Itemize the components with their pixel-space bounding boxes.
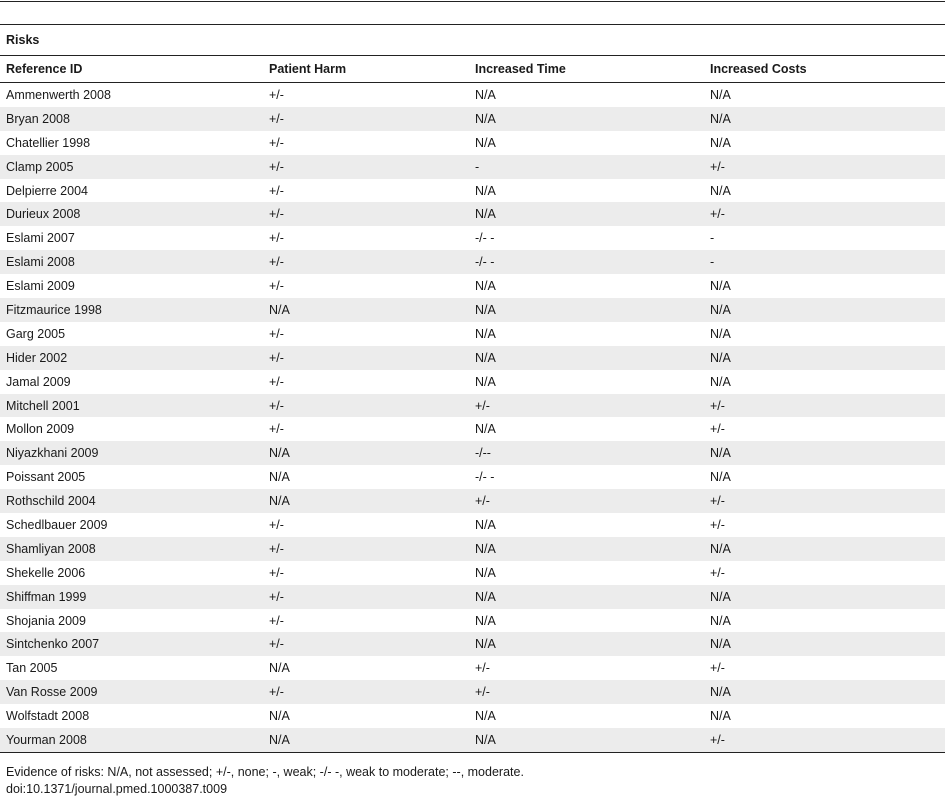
cell-reference-id: Poissant 2005 (6, 470, 86, 485)
table-row (0, 346, 945, 370)
table-row (0, 274, 945, 298)
cell-increased-costs: N/A (704, 441, 945, 465)
cell-increased-costs: N/A (710, 279, 731, 294)
cell-patient-harm: +/- (263, 155, 469, 179)
cell-reference-id: Van Rosse 2009 (0, 680, 263, 704)
cell-patient-harm: +/- (269, 517, 284, 532)
cell-reference-id: Shiffman 1999 (0, 585, 263, 609)
table-row (0, 226, 945, 250)
cell-increased-time: N/A (475, 87, 496, 102)
cell-increased-costs: +/- (704, 489, 945, 513)
table-row (0, 465, 945, 489)
table-row (0, 680, 945, 704)
cell-increased-time: N/A (475, 517, 496, 532)
cell-reference-id: Yourman 2008 (0, 728, 263, 752)
cell-increased-time: -/- - (475, 470, 495, 485)
cell-increased-costs: +/- (710, 565, 725, 580)
cell-increased-time: +/- (469, 489, 704, 513)
cell-reference-id: Eslami 2007 (6, 231, 75, 246)
cell-increased-costs: N/A (704, 585, 945, 609)
cell-patient-harm: +/- (269, 231, 284, 246)
table-footnote (0, 764, 945, 798)
table-row (0, 704, 945, 728)
cell-increased-costs: N/A (704, 346, 945, 370)
cell-increased-costs: +/- (704, 202, 945, 226)
table-row (0, 394, 945, 418)
cell-increased-costs: N/A (710, 135, 731, 150)
cell-reference-id: Rothschild 2004 (0, 489, 263, 513)
cell-patient-harm: +/- (269, 183, 284, 198)
cell-reference-id: Hider 2002 (0, 346, 263, 370)
cell-reference-id: Tan 2005 (6, 661, 58, 676)
cell-patient-harm: +/- (263, 680, 469, 704)
cell-increased-time: N/A (469, 202, 704, 226)
table-header-row (0, 56, 945, 83)
cell-patient-harm: +/- (269, 374, 284, 389)
section-title: Risks (0, 25, 945, 56)
cell-increased-time: N/A (469, 632, 704, 656)
cell-increased-time: N/A (469, 107, 704, 131)
cell-increased-time: N/A (475, 613, 496, 628)
cell-patient-harm: +/- (263, 585, 469, 609)
column-header-patient-harm: Patient Harm (263, 56, 469, 83)
cell-reference-id: Shekelle 2006 (6, 565, 86, 580)
cell-patient-harm: +/- (269, 135, 284, 150)
cell-increased-costs: - (704, 250, 945, 274)
cell-patient-harm: N/A (269, 661, 290, 676)
table-row (0, 609, 945, 633)
table-row (0, 537, 945, 561)
cell-patient-harm: N/A (269, 470, 290, 485)
cell-patient-harm: N/A (263, 441, 469, 465)
cell-increased-costs: N/A (710, 374, 731, 389)
cell-reference-id: Jamal 2009 (6, 374, 71, 389)
cell-reference-id: Mitchell 2001 (0, 394, 263, 418)
table-row (0, 489, 945, 513)
table-spacer (0, 2, 945, 24)
table-row (0, 179, 945, 203)
table-row (0, 155, 945, 179)
cell-reference-id: Wolfstadt 2008 (6, 709, 90, 724)
cell-patient-harm: N/A (263, 298, 469, 322)
cell-reference-id: Schedlbauer 2009 (6, 517, 108, 532)
cell-reference-id: Delpierre 2004 (6, 183, 88, 198)
cell-reference-id: Bryan 2008 (0, 107, 263, 131)
cell-increased-time: N/A (469, 728, 704, 752)
cell-patient-harm: +/- (269, 87, 284, 102)
cell-increased-costs: N/A (704, 107, 945, 131)
table-row (0, 83, 945, 107)
cell-reference-id: Clamp 2005 (0, 155, 263, 179)
cell-patient-harm: +/- (263, 202, 469, 226)
cell-patient-harm: +/- (263, 346, 469, 370)
table-row (0, 250, 945, 274)
cell-increased-costs: N/A (710, 87, 731, 102)
footnote-doi: doi:10.1371/journal.pmed.1000387.t009 (6, 781, 228, 796)
table-row (0, 322, 945, 346)
cell-reference-id: Chatellier 1998 (6, 135, 91, 150)
cell-increased-time: -/-- (469, 441, 704, 465)
cell-reference-id: Sintchenko 2007 (0, 632, 263, 656)
cell-reference-id: Ammenwerth 2008 (6, 87, 111, 102)
risks-table (0, 56, 945, 753)
cell-increased-time: N/A (469, 298, 704, 322)
table-row (0, 131, 945, 155)
cell-increased-costs: - (710, 231, 715, 246)
cell-increased-time: N/A (475, 709, 496, 724)
cell-patient-harm: +/- (263, 632, 469, 656)
cell-increased-costs: +/- (710, 517, 725, 532)
table-row (0, 107, 945, 131)
cell-increased-time: N/A (469, 537, 704, 561)
cell-patient-harm: N/A (263, 489, 469, 513)
cell-reference-id: Fitzmaurice 1998 (0, 298, 263, 322)
cell-increased-costs: N/A (710, 183, 731, 198)
cell-reference-id: Shamliyan 2008 (0, 537, 263, 561)
column-header-increased-time: Increased Time (469, 56, 704, 83)
column-header-reference-id: Reference ID (0, 56, 263, 83)
cell-increased-costs: +/- (704, 394, 945, 418)
cell-reference-id: Eslami 2009 (6, 279, 75, 294)
table-row (0, 513, 945, 537)
cell-increased-costs: +/- (710, 661, 725, 676)
cell-increased-costs: N/A (704, 298, 945, 322)
table-body (0, 83, 945, 753)
cell-increased-costs: N/A (710, 326, 731, 341)
cell-increased-costs: +/- (710, 422, 725, 437)
cell-increased-costs: N/A (710, 613, 731, 628)
table-row (0, 441, 945, 465)
column-header-increased-costs: Increased Costs (704, 56, 945, 83)
cell-increased-time: N/A (475, 279, 496, 294)
cell-patient-harm: +/- (263, 537, 469, 561)
cell-increased-time: - (469, 155, 704, 179)
cell-patient-harm: +/- (269, 565, 284, 580)
cell-increased-costs: N/A (704, 680, 945, 704)
cell-patient-harm: +/- (269, 279, 284, 294)
cell-reference-id: Garg 2005 (6, 326, 66, 341)
table-row (0, 585, 945, 609)
cell-increased-time: -/- - (469, 250, 704, 274)
cell-increased-time: N/A (475, 135, 496, 150)
table-row (0, 561, 945, 585)
table-row (0, 632, 945, 656)
document-page (0, 1, 945, 801)
cell-increased-time: N/A (469, 585, 704, 609)
cell-patient-harm: N/A (269, 709, 290, 724)
cell-increased-time: +/- (475, 661, 490, 676)
cell-reference-id: Niyazkhani 2009 (0, 441, 263, 465)
table-row (0, 728, 945, 752)
cell-patient-harm: +/- (269, 613, 284, 628)
table-row (0, 417, 945, 441)
cell-reference-id: Shojania 2009 (6, 613, 86, 628)
cell-increased-costs: N/A (710, 470, 731, 485)
cell-increased-time: +/- (469, 680, 704, 704)
cell-patient-harm: N/A (263, 728, 469, 752)
cell-increased-time: +/- (469, 394, 704, 418)
table-row (0, 370, 945, 394)
cell-increased-costs: N/A (704, 537, 945, 561)
cell-patient-harm: +/- (269, 422, 284, 437)
cell-increased-time: -/- - (475, 231, 495, 246)
table-row (0, 202, 945, 226)
cell-increased-costs: N/A (710, 709, 731, 724)
cell-increased-time: N/A (469, 346, 704, 370)
cell-increased-time: N/A (475, 183, 496, 198)
cell-increased-costs: +/- (704, 728, 945, 752)
cell-patient-harm: +/- (263, 394, 469, 418)
cell-reference-id: Durieux 2008 (0, 202, 263, 226)
cell-patient-harm: +/- (269, 326, 284, 341)
cell-increased-time: N/A (475, 326, 496, 341)
cell-increased-costs: +/- (704, 155, 945, 179)
cell-increased-time: N/A (475, 374, 496, 389)
cell-increased-time: N/A (475, 422, 496, 437)
cell-reference-id: Eslami 2008 (0, 250, 263, 274)
cell-patient-harm: +/- (263, 107, 469, 131)
table-row (0, 656, 945, 680)
table-row (0, 298, 945, 322)
cell-reference-id: Mollon 2009 (6, 422, 75, 437)
footnote-legend: Evidence of risks: N/A, not assessed; +/-, none; -, weak; -/- -, weak to moderate; --, moderate. (6, 764, 524, 779)
cell-increased-costs: N/A (704, 632, 945, 656)
cell-patient-harm: +/- (263, 250, 469, 274)
cell-increased-time: N/A (475, 565, 496, 580)
